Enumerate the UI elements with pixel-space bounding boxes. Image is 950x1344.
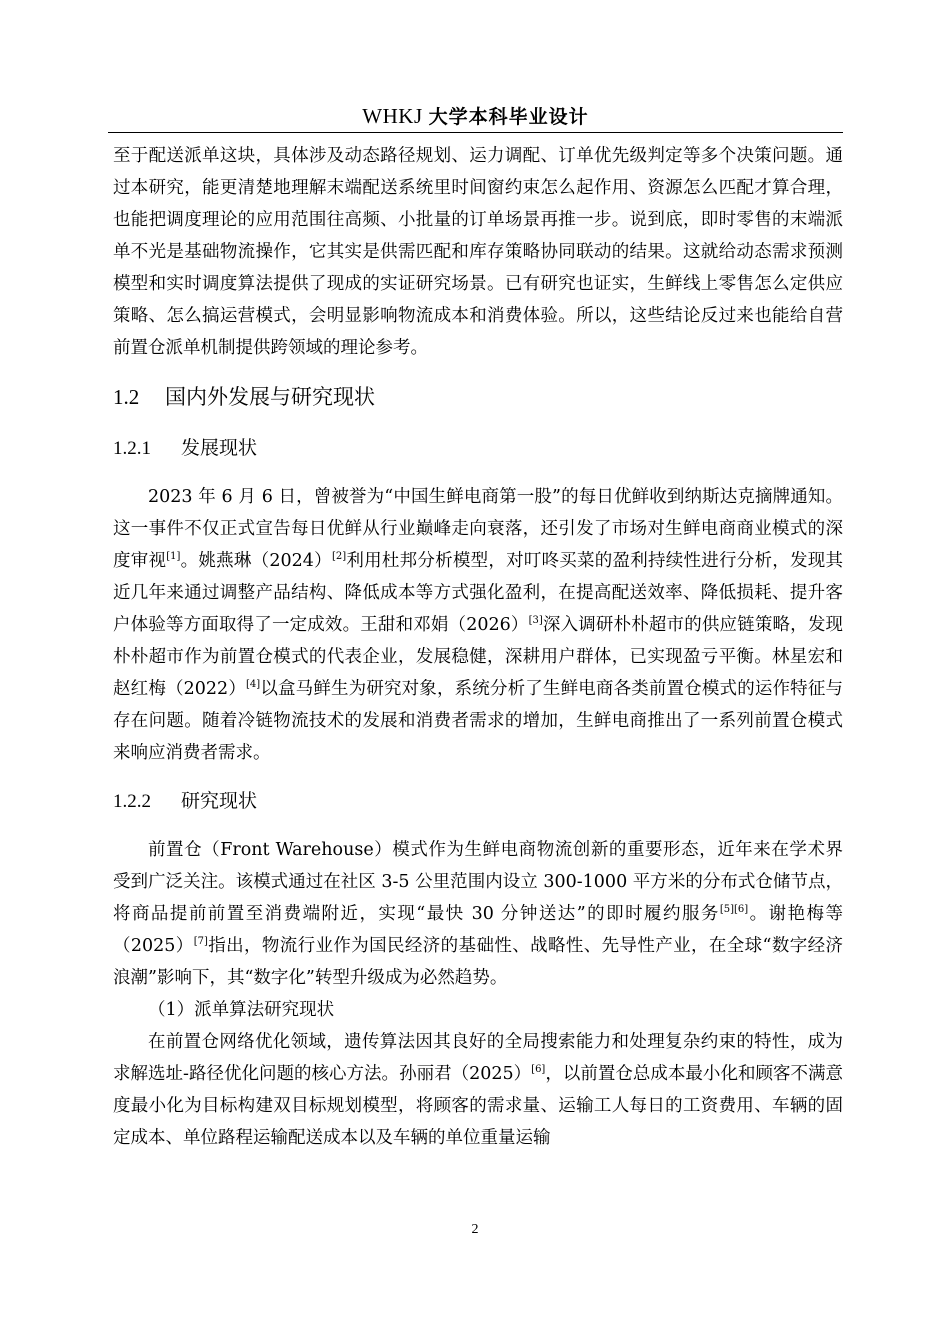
section-number: 1.2.1 [113, 438, 151, 459]
text: 深入调研朴朴超市的供应链策略，发现朴朴超市作为前置仓模式的代表企业，发展稳健，深耕用户群体，已实现盈亏平衡。林星宏和赵红梅（2022） [113, 615, 843, 699]
section-heading-1-2 [113, 380, 843, 414]
citation: [6] [531, 1064, 546, 1075]
section-number: 1.2.2 [113, 791, 151, 812]
citation: [1] [166, 551, 181, 562]
citation: [7] [193, 936, 208, 947]
header-title: 大学本科毕业设计 [428, 106, 589, 128]
text: 。谢艳梅等（2025） [113, 904, 843, 956]
page-number: 2 [471, 1222, 479, 1237]
section-title: 发展现状 [181, 437, 258, 459]
header-code: WHKJ [362, 104, 423, 128]
section-heading-1-2-2 [113, 785, 843, 818]
paragraph [113, 481, 843, 769]
text: 2023 年 6 月 6 日，曾被誉为“中国生鲜电商第一股”的每日优鲜收到纳斯达克摘牌通知。这一事件不仅正式宣告每日优鲜从行业巅峰走向衰落，还引发了市场对生鲜电商商业模式的深度审视 [113, 487, 843, 571]
citation: [4] [246, 679, 261, 690]
subheading: （1）派单算法研究现状 [148, 1000, 335, 1020]
text: 在前置仓网络优化领域，遗传算法因其良好的全局搜索能力和处理复杂约束的特性，成为求解选址-路径优化问题的核心方法。孙丽君（2025） [113, 1032, 843, 1084]
section-heading-1-2-1 [113, 432, 843, 465]
document-body [113, 140, 843, 1154]
text: 指出，物流行业作为国民经济的基础性、战略性、先导性产业，在全球“数字经济浪潮”影响下，其“数字化”转型升级成为必然趋势。 [113, 936, 843, 988]
page-header [108, 100, 843, 133]
paragraph: 至于配送派单这块，具体涉及动态路径规划、运力调配、订单优先级判定等多个决策问题。通过本研究，能更清楚地理解末端配送系统里时间窗约束怎么起作用、资源怎么匹配才算合理，也能把调度理论的应用范围往高频、小批量的订单场景再推一步。说到底，即时零售的末端派单不光是基础物流操作，它其实是供需匹配和库存策略协同联动的结果。这就给动态需求预测模型和实时调度算法提供了现成的实证研究场景。已有研究也证实，生鲜线上零售怎么定供应策略、怎么搞运营模式，会明显影响物流成本和消费体验。所以，这些结论反过来也能给自营前置仓派单机制提供跨领域的理论参考。 [113, 146, 843, 358]
section-number: 1.2 [113, 385, 140, 409]
text: 前置仓（Front Warehouse）模式作为生鲜电商物流创新的重要形态，近年来在学术界受到广泛关注。该模式通过在社区 3-5 公里范围内设立 300-1000 平方米的分布式仓储节点，将商品提前前置至消费端附近，实现“最快 30 分钟送达”的即时履约服务 [113, 840, 843, 924]
section-title: 研究现状 [181, 790, 258, 812]
paragraph [113, 1026, 843, 1154]
citation: [5][6] [719, 904, 749, 915]
citation: [2] [331, 551, 347, 562]
citation: [3] [528, 615, 543, 626]
text: 。姚燕琳（2024） [180, 551, 332, 571]
paragraph [113, 834, 843, 994]
text: 利用杜邦分析模型，对叮咚买菜的盈利持续性进行分析，发现其近几年来通过调整产品结构、降低成本等方式强化盈利，在提高配送效率、降低损耗、提升客户体验等方面取得了一定成效。王甜和邓娟（2026） [113, 551, 844, 635]
section-title: 国内外发展与研究现状 [165, 385, 375, 409]
text: 以盒马鲜生为研究对象，系统分析了生鲜电商各类前置仓模式的运作特征与存在问题。随着冷链物流技术的发展和消费者需求的增加，生鲜电商推出了一系列前置仓模式来响应消费者需求。 [113, 679, 843, 763]
text: ，以前置仓总成本最小化和顾客不满意度最小化为目标构建双目标规划模型，将顾客的需求量、运输工人每日的工资费用、车辆的固定成本、单位路程运输配送成本以及车辆的单位重量运输 [113, 1064, 844, 1148]
